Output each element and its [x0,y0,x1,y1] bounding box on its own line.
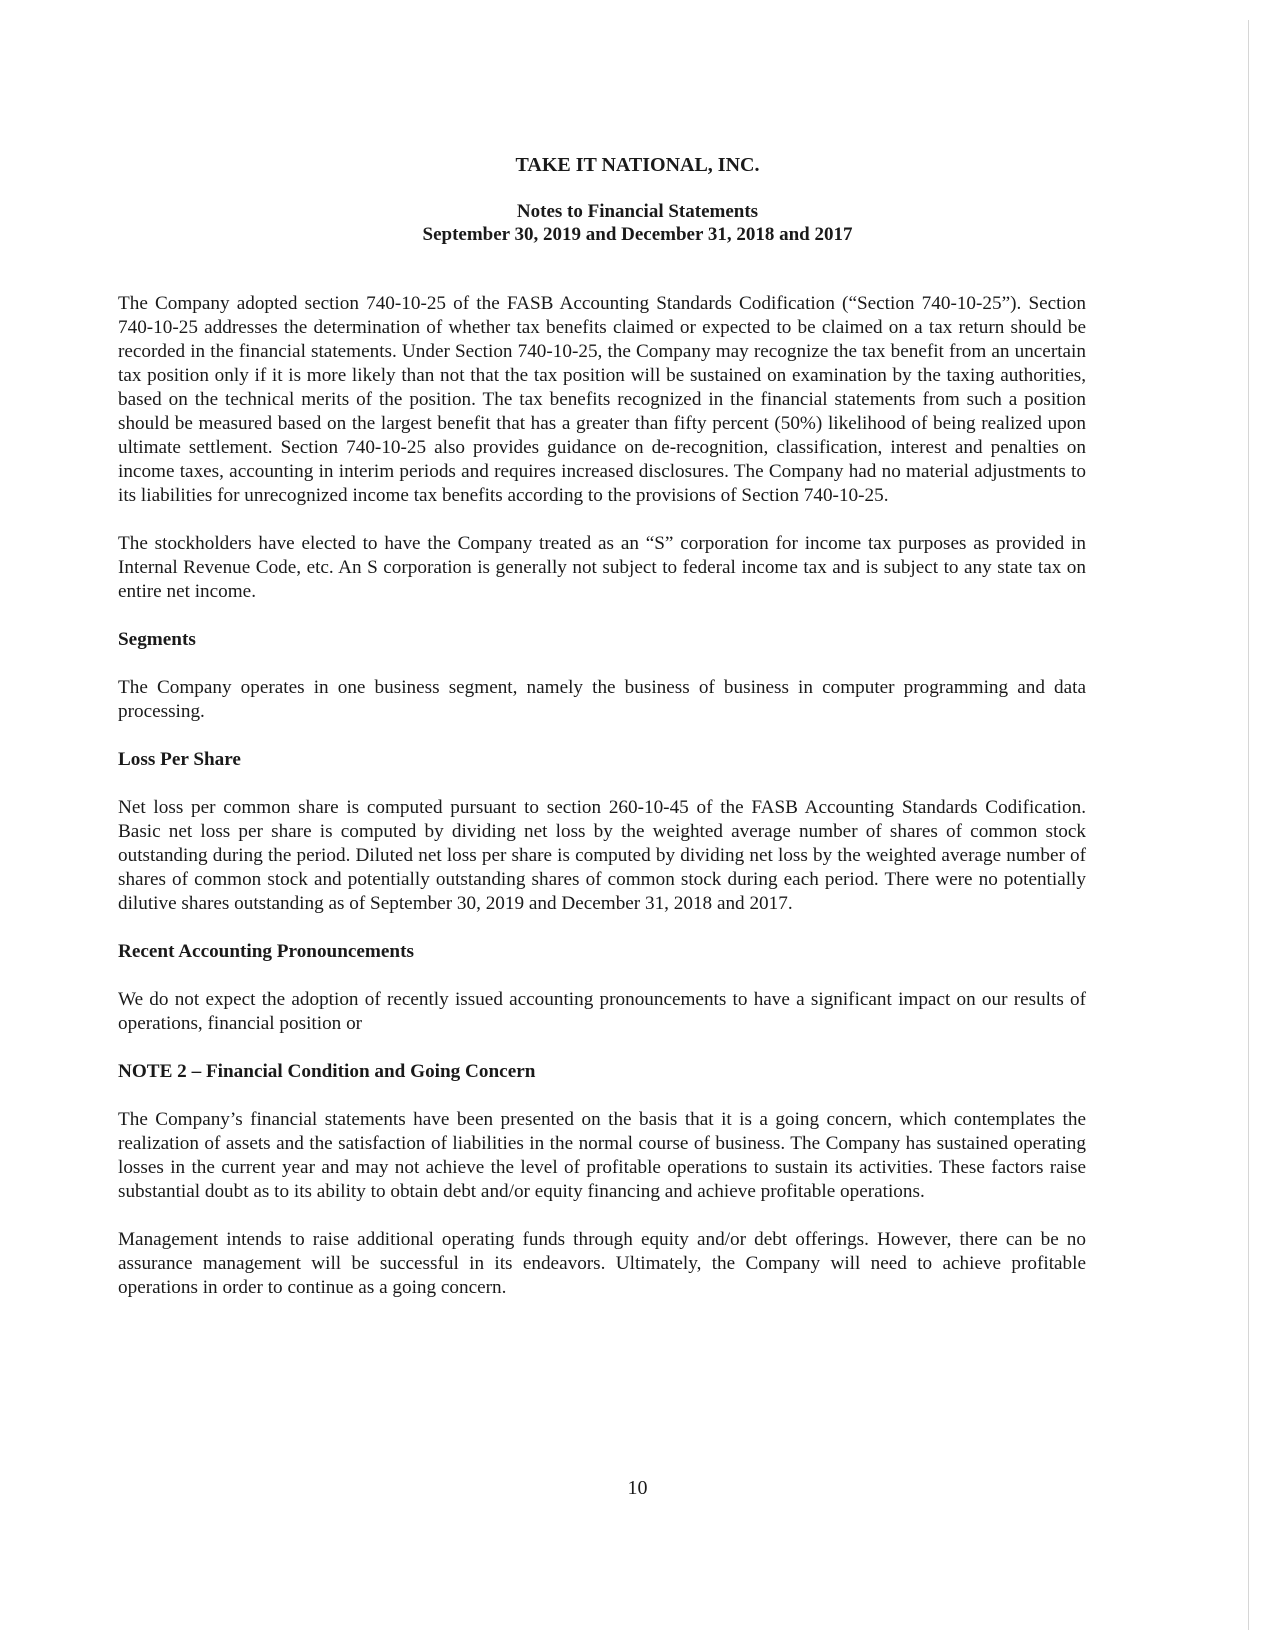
heading-note-2: NOTE 2 – Financial Condition and Going Concern [118,1061,536,1082]
document-period: September 30, 2019 and December 31, 2018 and 2017 [422,224,853,245]
page-number: 10 [627,1477,648,1499]
paragraph-recent-pronouncements: We do not expect the adoption of recently issued accounting pronouncements to have a significant impact on our results of operations, financial position or [118,989,1086,1034]
paragraph-going-concern: The Company’s financial statements have been presented on the basis that it is a going concern, which contemplates the realization of assets and the satisfaction of liabilities in the normal course of business. The Company has sustained operating losses in the current year and may not achieve the level of profitable operations to sustain its activities. These factors raise substantial doubt as to its ability to obtain debt and/or equity financing and achieve profitable operations. [118,1109,1086,1202]
heading-segments: Segments [118,629,196,650]
paragraph-management-intent: Management intends to raise additional operating funds through equity and/or debt offerings. However, there can be no assurance management will be successful in its endeavors. Ultimately, the Company will need to achieve profitable operations in order to continue as a going concern. [118,1229,1086,1298]
company-name: TAKE IT NATIONAL, INC. [515,154,760,176]
heading-recent-pronouncements: Recent Accounting Pronouncements [118,941,414,962]
document-subtitle: Notes to Financial Statements [516,201,759,222]
paragraph-segments: The Company operates in one business segment, namely the business of business in computer programming and data processing. [118,677,1086,722]
document-body [118,292,1086,1324]
paragraph-loss-per-share: Net loss per common share is computed pursuant to section 260-10-45 of the FASB Accounting Standards Codification. Basic net loss per share is computed by dividing net loss by the weighted average number of shares of common stock outstanding during the period. Diluted net loss per share is computed by dividing net loss by the weighted average number of shares of common stock and potentially outstanding shares of common stock during each period. There were no potentially dilutive shares outstanding as of September 30, 2019 and December 31, 2018 and 2017. [118,797,1086,914]
paragraph-s-corporation: The stockholders have elected to have the Company treated as an “S” corporation for income tax purposes as provided in Internal Revenue Code, etc. An S corporation is generally not subject to federal income tax and is subject to any state tax on entire net income. [118,533,1086,602]
paragraph-section-740-10-25: The Company adopted section 740-10-25 of the FASB Accounting Standards Codification (“Section 740-10-25”). Section 740-10-25 addresses the determination of whether tax benefits claimed or expected to be claimed on a tax return should be recorded in the financial statements. Under Section 740-10-25, the Company may recognize the tax benefit from an uncertain tax position only if it is more likely than not that the tax position will be sustained on examination by the taxing authorities, based on the technical merits of the position. The tax benefits recognized in the financial statements from such a position should be measured based on the largest benefit that has a greater than fifty percent (50%) likelihood of being realized upon ultimate settlement. Section 740-10-25 also provides guidance on de-recognition, classification, interest and penalties on income taxes, accounting in interim periods and requires increased disclosures. The Company had no material adjustments to its liabilities for unrecognized income tax benefits according to the provisions of Section 740-10-25. [118,293,1086,506]
heading-loss-per-share: Loss Per Share [118,749,241,770]
page-edge-line [1248,20,1249,1630]
